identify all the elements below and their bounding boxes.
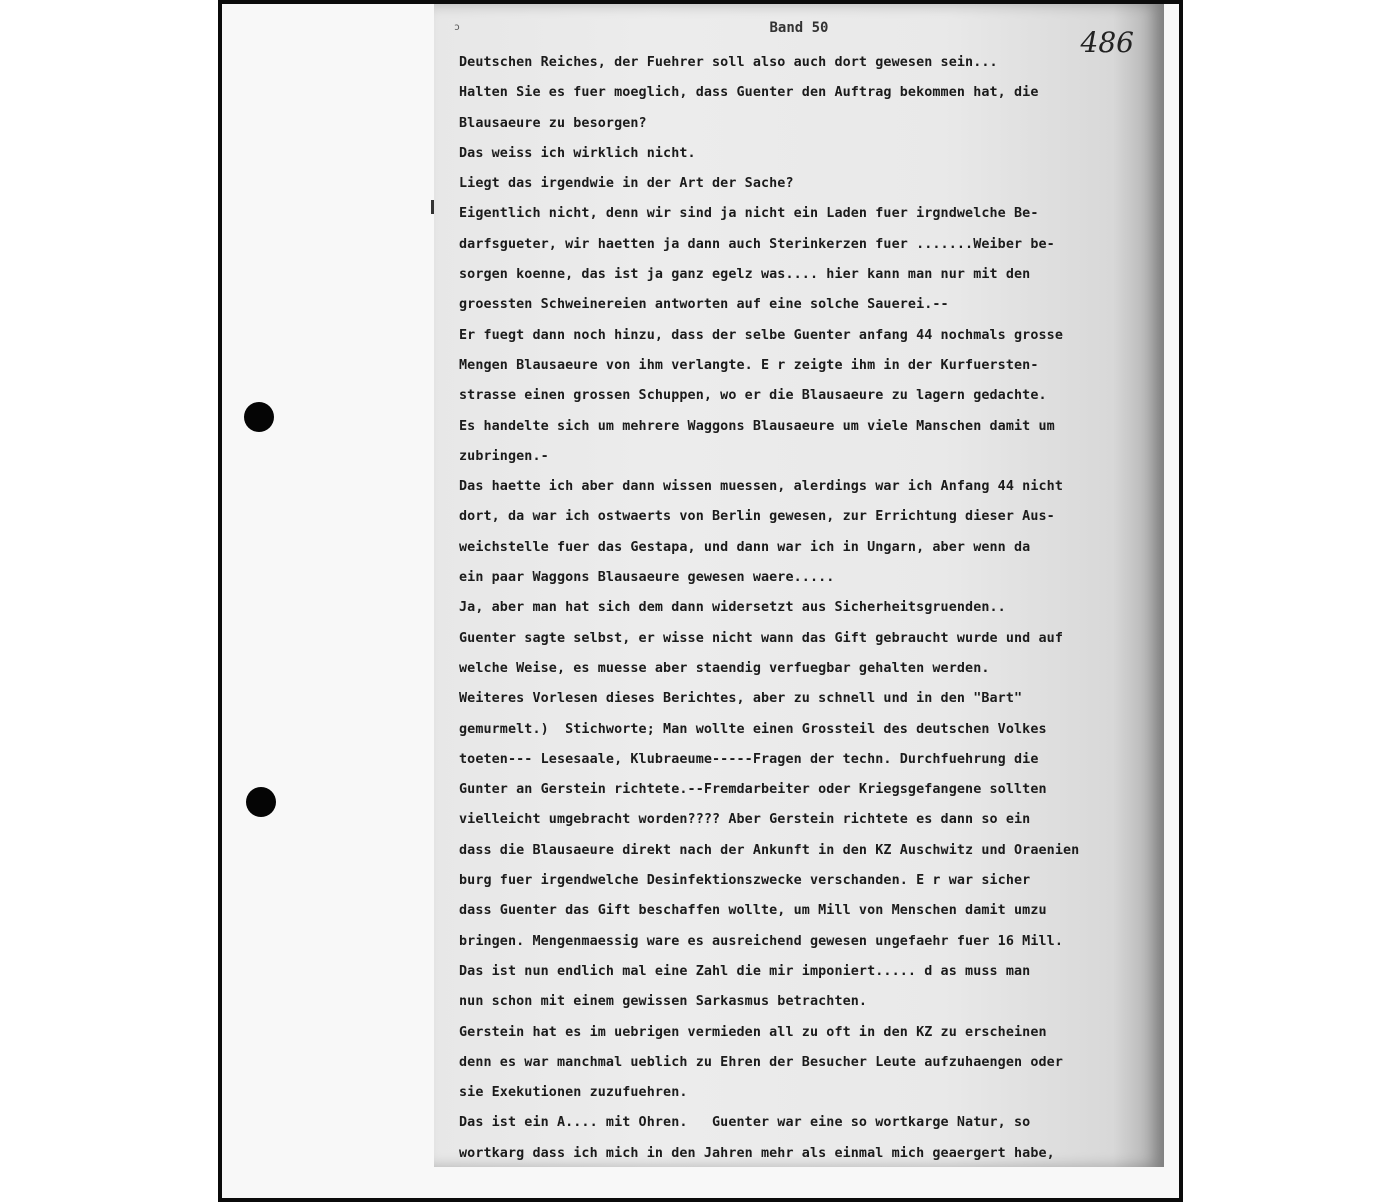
text-line: wortkarg dass ich mich in den Jahren mehr als einmal mich geaergert habe, xyxy=(459,1145,1055,1161)
text-line: burg fuer irgendwelche Desinfektionszwecke verschanden. E r war sicher xyxy=(459,873,1031,889)
text-line: toeten--- Lesesaale, Klubraeume-----Fragen der techn. Durchfuehrung die xyxy=(459,751,1039,767)
text-line: groessten Schweinereien antworten auf eine solche Sauerei.-- xyxy=(459,297,949,313)
text-line: gemurmelt.) Stichworte; Man wollte einen Grossteil des deutschen Volkes xyxy=(459,721,1047,737)
text-line: denn es war manchmal ueblich zu Ehren der Besucher Leute aufzuhaengen oder xyxy=(459,1054,1063,1070)
text-line: Guenter sagte selbst, er wisse nicht wann das Gift gebraucht wurde und auf xyxy=(459,630,1063,646)
text-line: Er fuegt dann noch hinzu, dass der selbe Guenter anfang 44 nochmals grosse xyxy=(459,327,1063,343)
text-line: zubringen.- xyxy=(459,448,549,464)
text-line: strasse einen grossen Schuppen, wo er die Blausaeure zu lagern gedachte. xyxy=(459,388,1047,404)
body-text xyxy=(459,48,1159,1169)
text-line: bringen. Mengenmaessig ware es ausreichend gewesen ungefaehr fuer 16 Mill. xyxy=(459,933,1063,949)
text-line: Mengen Blausaeure von ihm verlangte. E r zeigte ihm in der Kurfuersten- xyxy=(459,357,1039,373)
text-line: Es handelte sich um mehrere Waggons Blausaeure um viele Manschen damit um xyxy=(459,418,1055,434)
text-line: Halten Sie es fuer moeglich, dass Guenter den Auftrag bekommen hat, die xyxy=(459,85,1039,101)
punch-hole-lower xyxy=(246,787,276,817)
text-line: Gerstein hat es im uebrigen vermieden all zu oft in den KZ zu erscheinen xyxy=(459,1024,1047,1040)
text-line: Blausaeure zu besorgen? xyxy=(459,115,647,131)
punch-hole-upper xyxy=(244,402,274,432)
text-line: weichstelle fuer das Gestapa, und dann war ich in Ungarn, aber wenn da xyxy=(459,539,1031,555)
text-line: dort, da war ich ostwaerts von Berlin gewesen, zur Errichtung dieser Aus- xyxy=(459,509,1055,525)
text-line: sorgen koenne, das ist ja ganz egelz was.... hier kann man nur mit den xyxy=(459,267,1031,283)
text-line: Das haette ich aber dann wissen muessen, alerdings war ich Anfang 44 nicht xyxy=(459,479,1063,495)
text-line: ein paar Waggons Blausaeure gewesen waere..... xyxy=(459,570,835,586)
text-line: Das ist nun endlich mal eine Zahl die mir imponiert..... d as muss man xyxy=(459,963,1031,979)
text-line: Gunter an Gerstein richtete.--Fremdarbeiter oder Kriegsgefangene sollten xyxy=(459,782,1047,798)
text-line: dass Guenter das Gift beschaffen wollte, um Mill von Menschen damit umzu xyxy=(459,903,1047,919)
text-line: Eigentlich nicht, denn wir sind ja nicht ein Laden fuer irgndwelche Be- xyxy=(459,206,1039,222)
typewritten-page xyxy=(434,4,1164,1167)
text-line: Ja, aber man hat sich dem dann widersetzt aus Sicherheitsgruenden.. xyxy=(459,600,1006,616)
text-line: Das weiss ich wirklich nicht. xyxy=(459,145,696,161)
text-line: Das ist ein A.... mit Ohren. Guenter war eine so wortkarge Natur, so xyxy=(459,1115,1031,1131)
text-line: darfsgueter, wir haetten ja dann auch Sterinkerzen fuer .......Weiber be- xyxy=(459,236,1055,252)
text-line: Weiteres Vorlesen dieses Berichtes, aber zu schnell und in den "Bart" xyxy=(459,691,1023,707)
text-line: welche Weise, es muesse aber staendig verfuegbar gehalten werden. xyxy=(459,660,990,676)
text-line: vielleicht umgebracht worden???? Aber Gerstein richtete es dann so ein xyxy=(459,812,1031,828)
corner-mark: ɔ xyxy=(454,22,461,33)
text-line: nun schon mit einem gewissen Sarkasmus betrachten. xyxy=(459,994,868,1010)
text-line: Liegt das irgendwie in der Art der Sache? xyxy=(459,176,794,192)
text-line: sie Exekutionen zuzufuehren. xyxy=(459,1085,688,1101)
page-header: Band 50 xyxy=(769,20,829,36)
text-line: Deutschen Reiches, der Fuehrer soll also auch dort gewesen sein... xyxy=(459,55,998,70)
text-line: dass die Blausaeure direkt nach der Ankunft in den KZ Auschwitz und Oraenien xyxy=(459,842,1080,858)
folio-number: 486 xyxy=(1080,26,1134,59)
